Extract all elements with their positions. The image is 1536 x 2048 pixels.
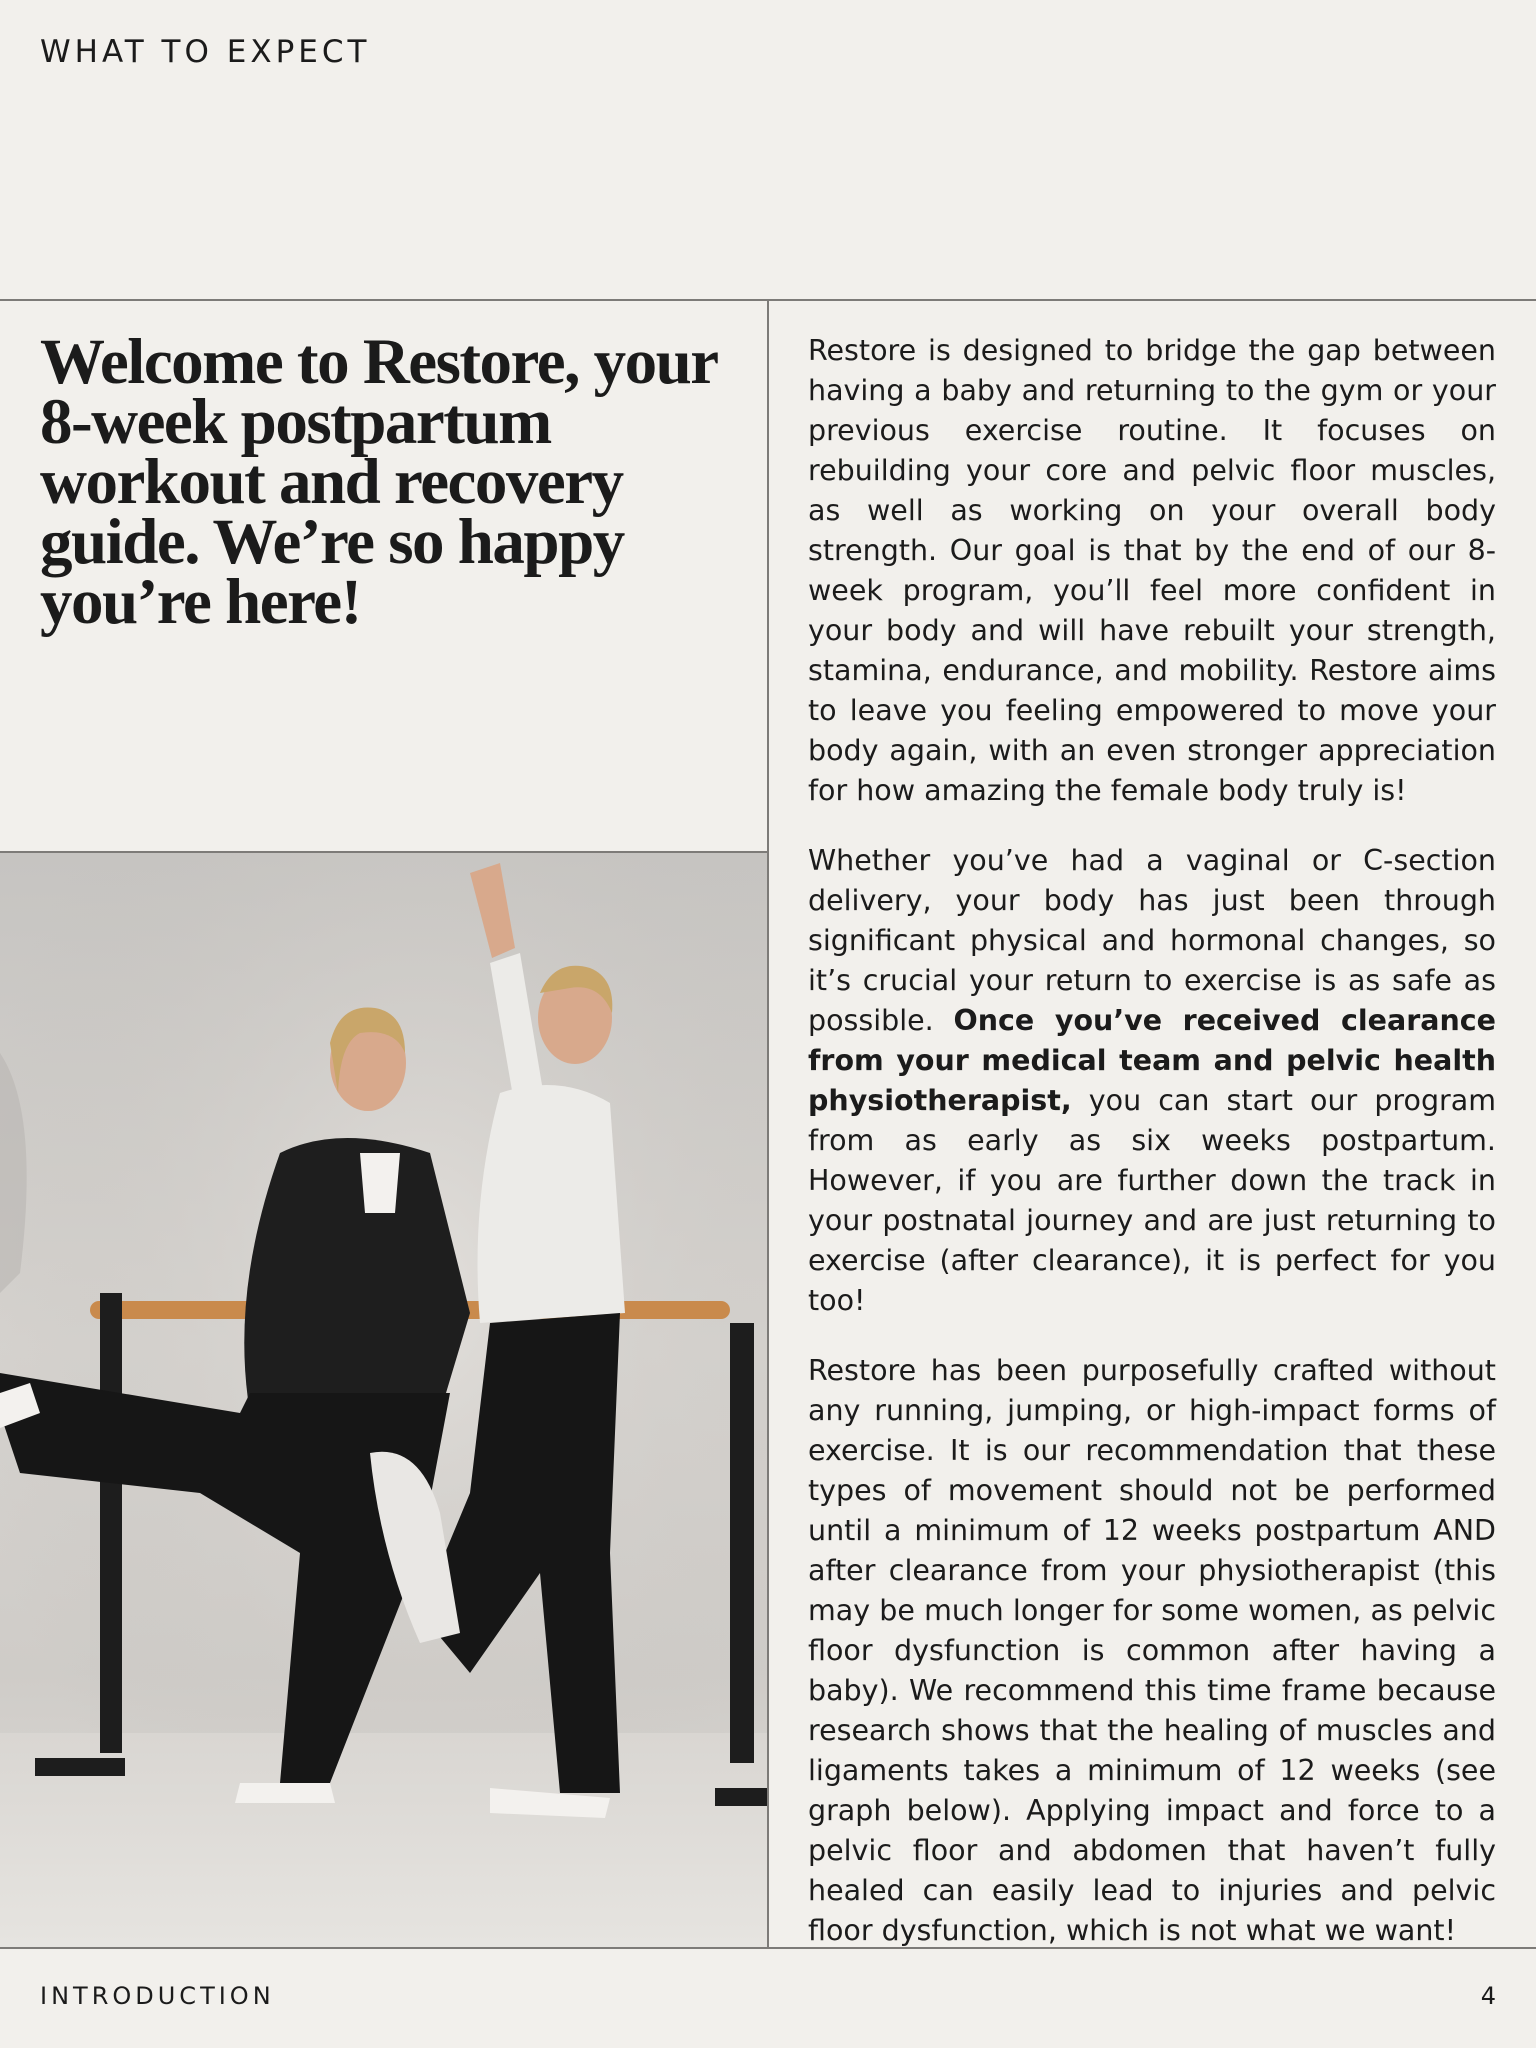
- page-headline: Welcome to Restore, your 8-week postpartum workout and recovery guide. We’re so happy you’re here!: [40, 326, 717, 638]
- body-copy: [808, 331, 1496, 1981]
- paragraph-clearance-start: Whether you’ve had a vaginal or C-section delivery, your body has just been through significant physical and hormonal changes, so it’s crucial your return to exercise is as safe as possible.: [808, 844, 1496, 1037]
- paragraph-impact: Restore has been purposefully crafted without any running, jumping, or high-impact forms of exercise. It is our recommendation that these types of movement should not be performed until a minimum of 12 weeks postpartum AND after clearance from your physiotherapist (this may be much longer for some women, as pelvic floor dysfunction is common after having a baby). We recommend this time frame because research shows that the healing of muscles and ligaments takes a minimum of 12 weeks (see graph below). Applying impact and force to a pelvic floor and abdomen that haven’t fully healed can easily lead to injuries and pelvic floor dysfunction, which is not what we want!: [808, 1354, 1496, 1947]
- two-women-at-barre-photo: [0, 853, 767, 1947]
- section-header: WHAT TO EXPECT: [40, 34, 371, 70]
- paragraph-clearance-bold: Once you’ve received clearance from your medical team and pelvic health physiotherapist,: [808, 1004, 1496, 1117]
- footer-section-label: INTRODUCTION: [40, 1982, 275, 2010]
- paragraph-clearance-end: you can start our program from as early as six weeks postpartum. However, if you are further down the track in your postnatal journey and are just returning to exercise (after clearance), it is perfect for you too!: [808, 1084, 1496, 1317]
- page-number: 4: [1480, 1982, 1496, 2010]
- hero-photo: [0, 853, 767, 1947]
- column-divider: [767, 300, 769, 1948]
- paragraph-clearance: [808, 841, 1496, 1321]
- paragraph-intro: Restore is designed to bridge the gap between having a baby and returning to the gym or your previous exercise routine. It focuses on rebuilding your core and pelvic floor muscles, as well as working on your overall body strength. Our goal is that by the end of our 8-week program, you’ll feel more confident in your body and will have rebuilt your strength, stamina, endurance, and mobility. Restore aims to leave you feeling empowered to move your body again, with an even stronger appreciation for how amazing the female body truly is!: [808, 334, 1496, 807]
